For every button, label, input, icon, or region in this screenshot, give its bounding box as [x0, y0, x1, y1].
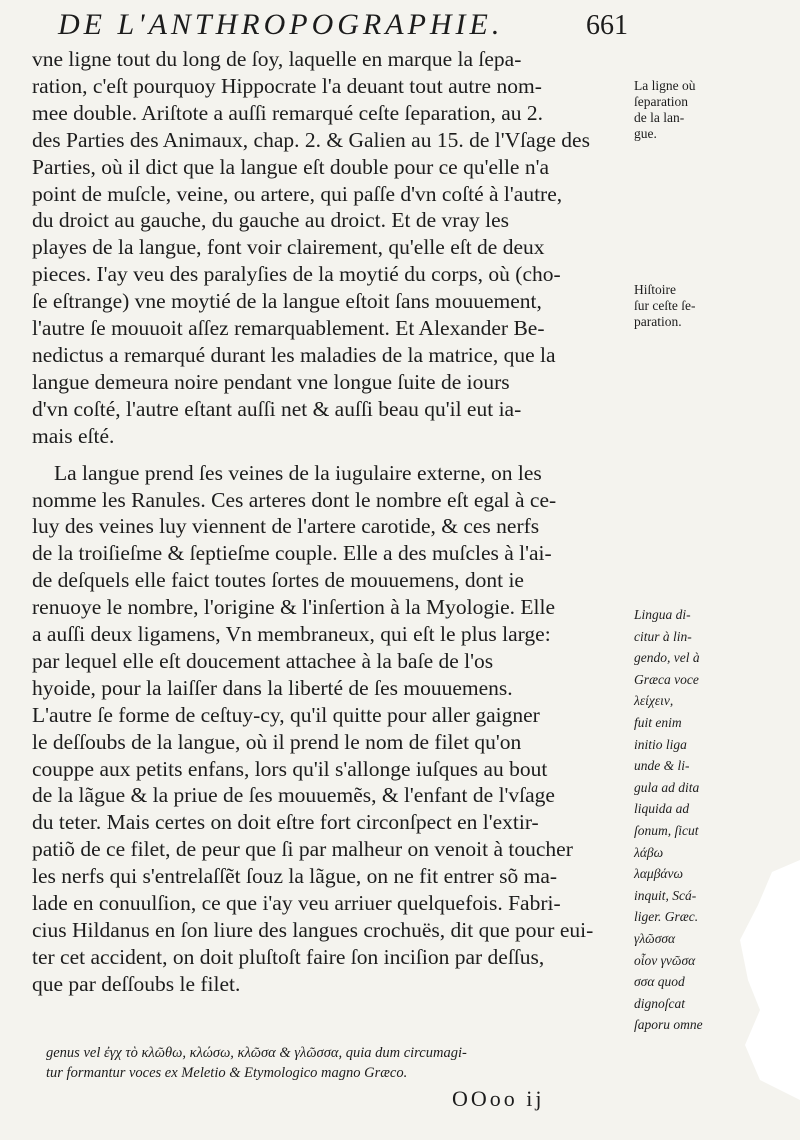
text-line: d'vn coſté, l'autre eſtant auſſi net & auſſi beau qu'il eut ia- — [32, 396, 522, 421]
marginal-note-lingua — [634, 604, 742, 1036]
text-line: que par deſſoubs le filet. — [32, 971, 241, 996]
text-line: mee double. Ariſtote a auſſi remarqué ceſte ſeparation, au 2. — [32, 100, 544, 125]
marginal-line: de la lan- — [634, 110, 685, 125]
text-line: lade en conuulſion, ce que i'ay veu arriuer quelquefois. Fabri- — [32, 891, 561, 916]
text-line: point de muſcle, veine, ou artere, qui paſſe d'vn coſté à l'autre, — [32, 181, 563, 206]
marginal-line: Lingua di- — [634, 607, 691, 622]
text-line: les nerfs qui s'entrelaſſẽt ſouz la lãgue, on ne fit entrer sõ ma- — [32, 864, 558, 889]
page-number: 661 — [586, 10, 628, 41]
text-line: renuoye le nombre, l'origine & l'inſertion à la Myologie. Elle — [32, 595, 556, 620]
marginal-line: fuit enim — [634, 714, 682, 730]
marginal-line: paration. — [634, 314, 682, 329]
text-line: hyoide, pour la laiſſer dans la liberté de ſes mouuemens. — [32, 675, 513, 700]
text-line: de la lãgue & la priue de ſes mouuemẽs, & l'enfant de l'vſage — [32, 783, 555, 808]
marginal-note-histoire — [634, 282, 742, 330]
text-line: vne ligne tout du long de ſoy, laquelle en marque la ſepa- — [32, 47, 522, 71]
marginal-line: γλῶσσα — [634, 930, 676, 946]
text-line: ration, c'eſt pourquoy Hippocrate l'a deuant tout autre nom- — [32, 73, 542, 98]
text-line: a auſſi deux ligamens, Vn membraneux, qui eſt le plus large: — [32, 622, 551, 647]
marginal-line: liquida ad — [634, 801, 690, 817]
marginal-line: ſeparation — [634, 94, 688, 109]
marginal-line: ſaporu omne — [634, 1017, 703, 1033]
text-line: nomme les Ranules. Ces arteres dont le nombre eſt egal à ce- — [32, 487, 557, 512]
text-line: ter cet accident, on doit pluſtoſt faire ſon inciſion par deſſus, — [32, 944, 545, 969]
text-line: cius Hildanus en ſon liure des langues crochuës, dit que pour eui- — [32, 918, 594, 942]
marginal-note-ligne — [634, 78, 742, 142]
main-text-body — [32, 46, 630, 998]
marginal-line: Hiſtoire — [634, 282, 676, 297]
text-line: playes de la langue, font voir clairement, qu'elle eſt de deux — [32, 235, 545, 260]
text-line: du teter. Mais certes on doit eſtre fort circonſpect en l'extir- — [32, 810, 539, 835]
marginal-line: gendo, vel à — [634, 650, 700, 666]
text-line: patiõ de ce filet, de peur que ſi par malheur on venoit à toucher — [32, 837, 573, 862]
text-line: mais eſté. — [32, 423, 115, 448]
marginal-line: initio liga — [634, 736, 687, 752]
text-line: des Parties des Animaux, chap. 2. & Galien au 15. de l'Vſage des — [32, 127, 590, 152]
text-line: langue demeura noire pendant vne longue ſuite de iours — [32, 369, 510, 394]
marginal-line: ſonum, ſicut — [634, 822, 699, 838]
text-line: du droict au gauche, du gauche au droict. Et de vray les — [32, 208, 509, 233]
text-line: ſe eſtrange) vne moytié de la langue eſtoit ſans mouuement, — [32, 289, 542, 314]
marginal-line: gula ad dita — [634, 779, 700, 795]
text-line: le deſſoubs de la langue, où il prend le nom de filet qu'on — [32, 729, 522, 754]
marginal-line: citur à lin- — [634, 628, 692, 644]
marginal-line: gue. — [634, 126, 657, 141]
marginal-line: liger. Græc. — [634, 909, 699, 925]
text-line: luy des veines luy viennent de l'artere carotide, & ces nerfs — [32, 514, 540, 539]
text-line: Parties, où il dict que la langue eſt double pour ce qu'elle n'a — [32, 154, 550, 179]
marginal-line: λάβω — [634, 844, 664, 860]
footnote — [46, 1043, 746, 1083]
marginal-line: ſur ceſte ſe- — [634, 298, 696, 313]
page-header — [58, 8, 628, 42]
text-line: pieces. I'ay veu des paralyſies de la moytié du corps, où (cho- — [32, 262, 561, 287]
footnote-line: genus vel ἐγχ τὸ κλῶθω, κλώσω, κλῶσα & γλῶσσα, quia dum circumagi- — [46, 1045, 467, 1061]
marginal-line: La ligne où — [634, 78, 696, 93]
text-line: par lequel elle eſt doucement attachee à la baſe de l'os — [32, 648, 494, 673]
running-title: DE L'ANTHROPOGRAPHIE. — [58, 8, 504, 41]
footnote-line: tur formantur voces ex Meletio & Etymologico magno Græco. — [46, 1065, 408, 1081]
text-line: de deſquels elle faict toutes ſortes de mouuemens, dont ie — [32, 568, 524, 593]
marginal-line: οἷον γνῶσα — [634, 952, 696, 968]
text-line: l'autre ſe mouuoit aſſez remarquablement. Et Alexander Be- — [32, 316, 545, 341]
marginal-line: Græca voce — [634, 671, 699, 687]
text-line: couppe aux petits enfans, lors qu'il s'allonge iuſques au bout — [32, 756, 548, 781]
marginal-line: inquit, Scá- — [634, 887, 697, 903]
marginal-line: λείχειν, — [634, 693, 674, 709]
signature-mark: OOoo ij — [452, 1086, 545, 1111]
text-line: La langue prend ſes veines de la iugulaire externe, on les — [54, 460, 542, 485]
paragraph-gap — [32, 450, 630, 460]
text-line: L'autre ſe forme de ceſtuy-cy, qu'il quitte pour aller gaigner — [32, 702, 540, 727]
text-line: nedictus a remarqué durant les maladies de la matrice, que la — [32, 342, 556, 367]
marginal-line: σσα quod — [634, 974, 685, 990]
marginal-line: unde & li- — [634, 758, 690, 774]
marginal-line: dignoſcat — [634, 995, 685, 1011]
text-line: de la troiſieſme & ſeptieſme couple. Elle a des muſcles à l'ai- — [32, 541, 552, 566]
marginal-line: λαμβάνω — [634, 866, 684, 882]
